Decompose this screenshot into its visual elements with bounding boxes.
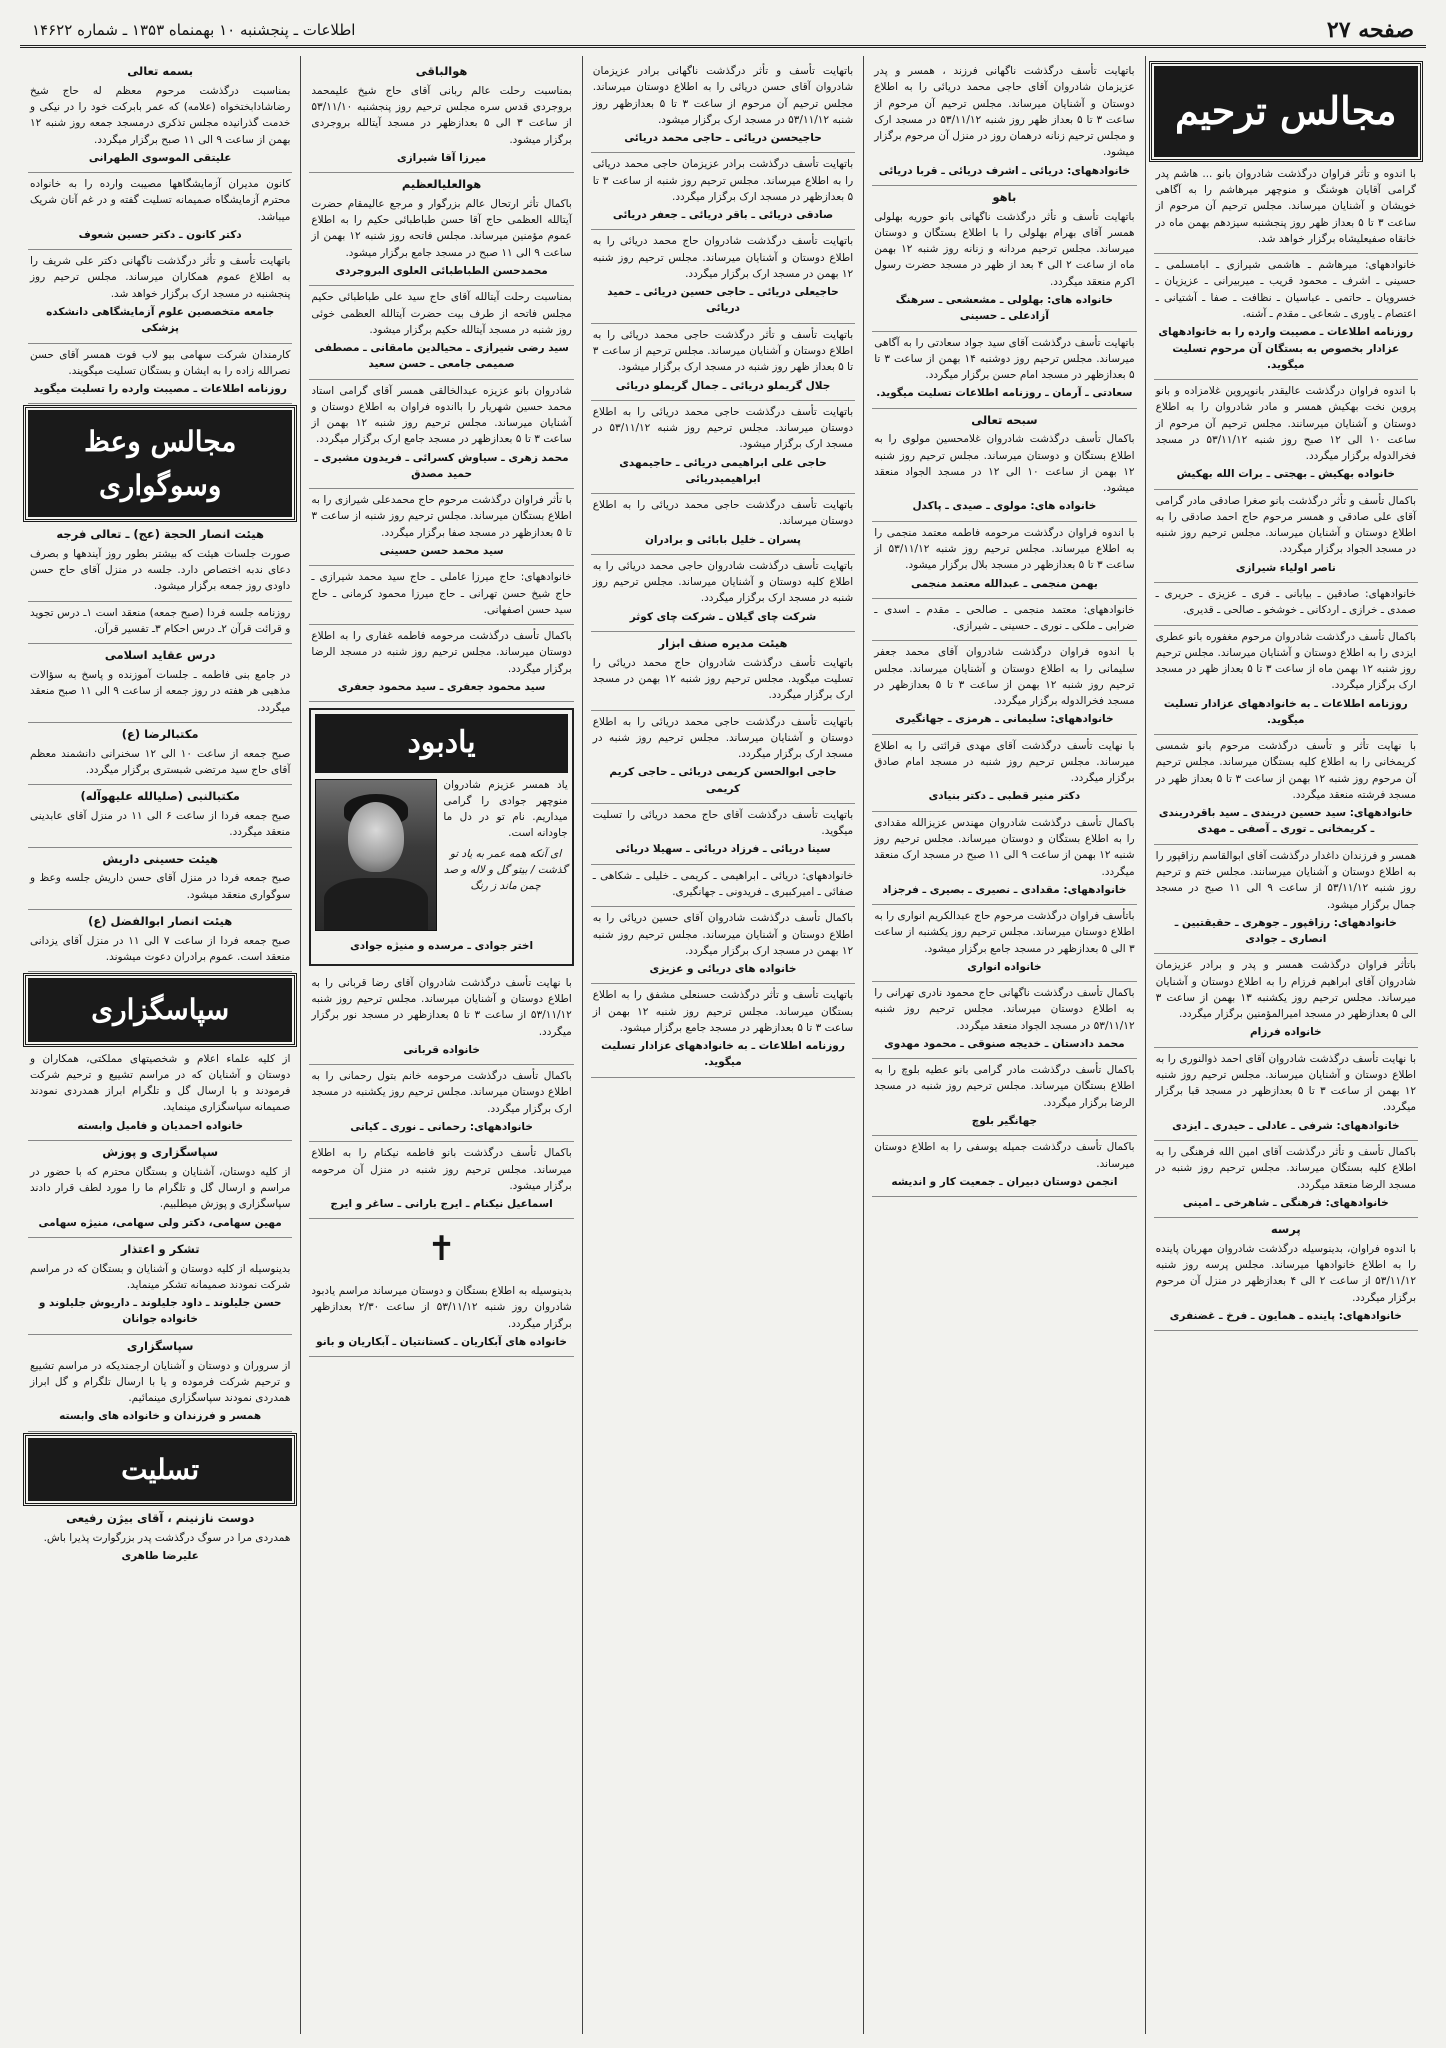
notice-text: باکمال تأسف درگذشت بانو فاطمه نیکنام را به اطلاع میرساند. مجلس ترحیم روز شنبه در منزل آن مرحومه برگزار میشود.: [311, 1147, 572, 1192]
notice: [28, 523, 292, 602]
notice-signature: حاجی علی ابراهیمی دریائی ـ حاجیمهدی ابراهیمیدریائی: [619, 456, 827, 485]
notice-signature: حاجیحسن دریائی ـ حاجی محمد دریائی: [624, 132, 822, 145]
notice-signature: خانوادههای: رحمانی ـ نوری ـ کیانی: [350, 1121, 533, 1134]
notice-text: باتهایت تأسف درگذشت آقای حاج محمد دریائی را تسلیت میگوید.: [592, 808, 854, 838]
tasliyat-signature: علیرضا طاهری: [121, 1550, 199, 1563]
notice: [28, 848, 292, 910]
notice-text: با نهایت تأثر و تأسف درگذشت مرحوم بانو شمسی کریمخانی را به اطلاع کلیه بستگان میرساند. مجلس ترحیم آن مرحوم روز شنبه ۱۲ بهمن از ساعت ۳ تا ۵ بعداز ظهر در مسجد فرشته منعقد میگردد.: [1155, 740, 1416, 801]
notice-signature: صادقی دریائی ـ باقر دریائی ـ جعفر دریائی: [612, 209, 834, 222]
column-5: [20, 56, 300, 2034]
notice: [872, 982, 1136, 1059]
notice: [591, 401, 855, 494]
notice-title: پرسه: [1270, 1222, 1301, 1237]
notice-text: باتهایت تأسف و تأثر درگذشت حاجی محمد دریائی را به اطلاع دوستان و آشنایان میرساند. مجلس ترحیم از ساعت ۳ تا ۵ بعداز ظهر روز شنبه در مسجد ارک برگزار میشود.: [592, 328, 854, 374]
notice: [872, 735, 1136, 812]
notice-signature: اسماعیل نیکنام ـ ایرج بارانی ـ ساغر و ایرج: [330, 1198, 553, 1211]
notice: [28, 785, 292, 847]
notice: [1154, 490, 1418, 583]
notice-signature: محمدحسن الطباطبائی العلوی البروجردی: [335, 265, 548, 278]
notice-text: باتأثر فراوان درگذشت همسر و پدر و برادر عزیزمان شادروان آقای ابراهیم فرزام را به اطلاع دوستان و آشنایان میرساند. مجلس ترحیم روز یکشنبه ۱۳ بهمن از ساعت ۳ الی ۵ بعدازظهر در مسجد امیرالمؤمنین برگزار میگردد.: [1155, 959, 1416, 1021]
yadbud-box: [309, 708, 573, 966]
yadbud-poem: ای آنکه همه عمر به یاد تو گذشت / بیتو گل و لاله و صد چمن ماند ز رنگ: [443, 847, 568, 893]
notice-text: باتهایت تأسف و تأثر درگذشت ناگهانی دکتر علی شریف را به اطلاع عموم همکاران میرساند. مجلس ترحیم روز پنجشنبه در مسجد ارک برگزار خواهد شد.: [29, 255, 291, 300]
notice-signature: انجمن دوستان دبیران ـ جمعیت کار و اندیشه: [891, 1175, 1118, 1188]
portrait-face: [348, 802, 404, 872]
notice-text: باتهایت تأسف درگذشت حاجی محمد دریائی را به اطلاع دوستان میرساند. مجلس ترحیم روز شنبه ۵۳/۱۱/۱۲ در مسجد ارک برگزار میشود.: [592, 405, 854, 451]
notice-signature: محمد دادستان ـ خدیجه صنوقی ـ محمود مهدوی: [884, 1037, 1125, 1050]
bottom-notice-text: بدینوسیله به اطلاع بستگان و دوستان میرساند مراسم یادبود شادروان روز شنبه ۵۳/۱۱/۱۲ از ساعت ۲/۳۰ بعدازظهر برگزار میگردد.: [311, 1285, 572, 1330]
notice-signature: حاجی ابوالحسن کریمی دریائی ـ حاجی کریم کریمی: [609, 766, 837, 795]
page-number: صفحه ۲۷: [1326, 16, 1414, 43]
notice: [591, 865, 855, 908]
col1-notices: [1154, 163, 1418, 1331]
notice-text: باکمال تأسف درگذشت شادروان مرحوم مغفوره بانو عطری ایزدی را به اطلاع دوستان و آشنایان میرساند. مجلس ترحیم روز شنبه ۱۲ بهمن ماه از ساعت ۳ تا ۵ بعداز ظهر در مسجد ارک برگزار میگردد.: [1155, 630, 1416, 692]
notice: [872, 186, 1136, 332]
col5-sepas-notices: [28, 1048, 292, 1432]
notice: [309, 60, 573, 173]
notice-signature: خانواده انواری: [967, 960, 1042, 973]
notice: [591, 984, 855, 1077]
column-1: [1145, 56, 1426, 2034]
notice-signature: بهمن منجمی ـ عبدالله معتمد منجمی: [910, 577, 1098, 590]
notice-signature: خانوادههای: سلیمانی ـ هرمزی ـ جهانگیری: [895, 713, 1114, 726]
cross-icon: ✝: [427, 1229, 456, 1270]
notice-text: باکمال تأسف درگذشت شادروان آقای حسین دریائی را به اطلاع دوستان و آشنایان میرساند. مجلس ترحیم روز شنبه ۱۲ بهمن در مسجد ارک برگزار میگردد.: [592, 912, 854, 957]
notice-signature: خانواده احمدیان و فامیل وابسته: [77, 1119, 244, 1132]
notice: [1154, 1218, 1418, 1331]
notice-signature: خانوادههای: رزاقپور ـ جوهری ـ حقیقتبین ـ انصاری ـ جوادی: [1174, 916, 1397, 946]
notice-text: با اندوه فراوان، بدینوسیله درگذشت شادروان مهربان پاینده را به اطلاع خانوادهها میرساند. مجلس پرسه روز شنبه ۵۳/۱۱/۱۲ از ساعت ۲ الی ۴ بعدازظهر در منزل آن مرحوم برگزار میگردد.: [1155, 1242, 1416, 1304]
col4-more-notices: [309, 972, 573, 1219]
notice-text: باکمال تأسف درگذشت شادروان غلامحسین مولوی را به اطلاع بستگان و دوستان میرساند. مجلس ترحیم روز شنبه ۱۲ بهمن از ساعت ۱۰ الی ۱۲ در مسجد الجواد منعقد میشود.: [874, 433, 1135, 495]
notice-text: خانوادههای: دریائی ـ ابراهیمی ـ کریمی ـ خلیلی ـ شکاهی ـ صفائی ـ امیرکبیری ـ فریدونی ـ جهانگیری.: [592, 869, 854, 898]
notice-title: هیئت انصار الحجة (عج) ـ تعالی فرجه: [56, 527, 264, 542]
notice-text: باتهایت تأسف درگذشت شادروان حاجی محمد دریائی را به اطلاع کلیه دوستان و آشنایان میرساند. مجلس ترحیم روز شنبه در مسجد ارک برگزار میگردد.: [592, 559, 854, 605]
notice-text: باکمال تأسف و تأثر درگذشت آقای امین الله فرهنگی را به اطلاع کلیه بستگان میرساند. مجلس ترحیم روز شنبه در مسجد الرضا منعقد میگردد.: [1155, 1145, 1416, 1191]
tasliyat-title: دوست نازنینم ، آقای بیژن رفیعی: [66, 1510, 255, 1525]
notice-title: هوالعلیالعظیم: [401, 177, 482, 192]
notice-text: باکمال تأسف درگذشت مرحومه فاطمه غفاری را به اطلاع دوستان میرساند. مجلس ترحیم روز شنبه در مسجد الرضا برگزار میگردد.: [311, 630, 572, 675]
notice: [28, 1141, 292, 1238]
notice: [1154, 626, 1418, 736]
notice-text: باکمال تأسف درگذشت مرحومه خانم بتول رحمانی را به اطلاع دوستان میرساند. مجلس ترحیم روز یکشنبه در مسجد ارک برگزار میگردد.: [311, 1070, 572, 1115]
columns: [20, 56, 1426, 2034]
notice: [309, 625, 573, 702]
col5-notices: [28, 60, 292, 404]
notice: [872, 522, 1136, 599]
notice: [309, 1065, 573, 1142]
notice-text: با نهایت تأسف درگذشت شادروان آقای رضا قربانی را به اطلاع دوستان و آشنایان میرساند. مجلس ترحیم روز شنبه ۵۳/۱۱/۱۲ از ساعت ۳ تا ۵ بعدازظهر در مسجد نور برگزار میگردد.: [311, 976, 572, 1038]
notice-title: سپاسگزاری و پوزش: [102, 1144, 219, 1159]
notice-text: از سروران و دوستان و آشنایان ارجمندیکه در مراسم تشییع و ترحیم شرکت فرموده و یا با ارسال تلگرام و گل ابراز همدردی نمودند سپاسگزاری مینمائیم.: [29, 1359, 291, 1405]
notice-text: شادروان بانو عزیزه عبدالخالقی همسر آقای گرامی استاد محمد حسین شهریار را بااندوه فراوان به اطلاع دوستان و آشنایان میرساند. مجلس ترحیم روز شنبه ۱۲ بهمن از ساعت ۳ تا ۵ بعدازظهر در مسجد جامع ارک برگزار میگردد.: [311, 384, 572, 446]
notice: [591, 555, 855, 632]
notice-text: در جامع بنی فاطمه ـ جلسات آموزنده و پاسخ به سؤالات مذهبی هر هفته در روز جمعه از ساعت ۹ الی ۱۱ صبح منعقد میگردد.: [29, 669, 291, 714]
portrait-body: [324, 878, 428, 930]
notice-text: باتهایت تأسف درگذشت شادروان حاج محمد دریائی را به اطلاع دوستان و آشنایان میرساند. مجلس ترحیم روز شنبه ۱۲ بهمن در مسجد ارک برگزار میگردد.: [592, 235, 854, 280]
notice: [872, 332, 1136, 409]
notice-text: با نهایت تأسف درگذشت شادروان آقای احمد ذوالنوری را به اطلاع دوستان و آشنایان میرساند. مجلس ترحیم روز شنبه ۱۲ بهمن از ساعت ۳ تا ۵ بعدازظهر در مسجد قبا برگزار میگردد.: [1155, 1052, 1416, 1114]
notice: [591, 494, 855, 555]
notice: [591, 907, 855, 984]
column-3: [582, 56, 863, 2034]
yadbud-title: یادبود: [315, 714, 567, 773]
notice-text: همسر و فرزندان داغدار درگذشت آقای ابوالقاسم رزاقپور را به اطلاع دوستان و آشنایان میرسانند. مجلس ختم و ترحیم روز شنبه ۵۳/۱۱/۱۲ از ساعت ۹ الی ۱۱ صبح در مسجد جمال برگزار میشود.: [1155, 849, 1416, 911]
banner-sepasgozari: سپاسگزاری: [28, 978, 292, 1041]
page-header: [20, 14, 1426, 48]
notice-text: باکمال تأسف درگذشت شادروان مهندس عزیزالله مقدادی را به اطلاع بستگان و دوستان میرساند. مجلس ترحیم روز شنبه ۱۲ بهمن از ساعت ۹ الی ۱۱ صبح در مسجد ارک منعقد میگردد.: [874, 816, 1135, 878]
notice: [28, 644, 292, 723]
notice-signature: خانوادههای: فرهنگی ـ شاهرخی ـ امینی: [1182, 1196, 1389, 1209]
notice-signature: دکتر کانون ـ دکتر حسین شعوف: [78, 228, 242, 241]
notice: [28, 1238, 292, 1335]
notice-text: با نهایت تأسف درگذشت آقای مهدی قرائتی را به اطلاع میرساند. مجلس ترحیم روز شنبه در مسجد امام صادق برگزار میگردد.: [874, 739, 1135, 785]
notice: [1154, 735, 1418, 845]
banner-majales-tarhim: مجالس ترحیم: [1154, 66, 1418, 157]
notice: [591, 324, 855, 401]
notice: [309, 173, 573, 286]
notice-text: صبح جمعه فردا از ساعت ۶ الی ۱۱ در منزل آقای عابدینی منعقد میگردد.: [29, 810, 291, 839]
notice: [1154, 583, 1418, 626]
notice: [591, 230, 855, 323]
notice: [872, 409, 1136, 522]
notice-signature: روزنامه اطلاعات ـ به خانوادههای عزادار تسلیت میگوید.: [601, 1040, 845, 1069]
notice: [309, 1142, 573, 1219]
notice-signature: روزنامه اطلاعات ـ مصیبت وارده را به خانوادههای عزادار بخصوص به بستگان آن مرحوم تسلیت میگوید.: [1158, 326, 1414, 371]
notice: [591, 60, 855, 153]
bottom-notice: [309, 1280, 573, 1357]
column-2: [863, 56, 1144, 2034]
notice-text: بمناسبت رحلت آیتالله آقای حاج سید علی طباطبائی حکیم مجلس فاتحه از طرف بیت حضرت آیتالله العظمی خوئی روز شنبه در مسجد آیتالله حکیم برگزار میشود.: [311, 291, 572, 336]
notice-signature: ناصر اولیاء شیرازی: [1235, 561, 1336, 574]
col5-vaz-notices: [28, 523, 292, 972]
notice-title: مکتبالنبی (صلیالله علیهوآله): [80, 789, 240, 804]
notice-signature: خانواده های: بهلولی ـ مشعشعی ـ سرهنگ آزادعلی ـ حسینی: [895, 294, 1113, 323]
notice-signature: حاجیعلی دریائی ـ حاجی حسین دریائی ـ حمید دریائی: [607, 286, 839, 315]
notice-text: از کلیه علماء اعلام و شخصیتهای مملکتی، همکاران و دوستان و آشنایان که در مراسم تشییع و ترحیم شرکت فرمودند و با ارسال گل و تلگرام ابراز همدردی نمودند صمیمانه سپاسگزاری مینماید.: [29, 1052, 291, 1114]
notice-text: باتهایت تأسف و تأثر درگذشت ناگهانی بانو حوریه بهلولی همسر آقای بهرام بهلولی را با اطلاع بستگان و دوستان میرساند. مجلس ترحیم مردانه و زنانه روز شنبه ۱۲ بهمن ماه از ساعت ۲ الی ۴ بعد از ظهر در مسجد حضرت رسول اکرم منعقد میگردد.: [874, 210, 1135, 288]
paper-dateline: اطلاعات ـ پنجشنبه ۱۰ بهمنماه ۱۳۵۳ ـ شماره ۱۴۶۲۲: [32, 20, 356, 39]
tasliyat-text: همدردی مرا در سوگ درگذشت پدر بزرگوارت پذیرا باش.: [43, 1531, 291, 1544]
notice: [28, 723, 292, 785]
notice: [28, 910, 292, 972]
notice-title: باهو: [992, 189, 1017, 204]
notice: [1154, 1048, 1418, 1141]
notice-signature: جلال گریملو دریائی ـ جمال گریملو دریائی: [615, 379, 831, 392]
notice-signature: جامعه متخصصین علوم آزمایشگاهی دانشکده پزشکی: [46, 306, 275, 335]
notice-title: هیئت حسینی داریش: [102, 851, 218, 866]
notice: [872, 599, 1136, 642]
notice-text: خانوادههای: حاج میرزا عاملی ـ حاج سید محمد شیرازی ـ حاج شیخ حسن تهرانی ـ حاج میرزا محمود کرمانی ـ حاج سید حسن اصفهانی.: [311, 571, 572, 616]
notice-signature: خانواده فرزام: [1249, 1026, 1322, 1039]
notice-signature: میرزا آقا شیرازی: [397, 151, 487, 164]
notice-signature: خانواده قربانی: [403, 1043, 480, 1056]
notice-text: باکمال تأسف و تأثر درگذشت بانو صغرا صادقی مادر گرامی آقای علی صادقی و همسر مرحوم حاج احمد صادقی را به اطلاع دوستان و آشنایان میرساند. مجلس ترحیم روز شنبه در مسجد الجواد برگزار میگردد.: [1155, 494, 1416, 556]
yadbud-text: یاد همسر عزیزم شادروان منوچهر جوادی را گرامی میداریم. نام تو در دل ما جاودانه است.: [443, 778, 568, 840]
column-4: [300, 56, 581, 2034]
notice-title: مکتبالرضا (ع): [121, 726, 199, 741]
notice-signature: علیتقی الموسوی الطهرانی: [88, 151, 232, 164]
notice-signature: خانوادههای: شرفی ـ عادلی ـ حیدری ـ ایزدی: [1172, 1119, 1400, 1132]
notice-text: بمناسبت رحلت عالم ربانی آقای حاج شیخ علیمحمد بروجردی قدس سره مجلس ترحیم روز پنجشنبه ۵۳/۱۱/۱۰ از ساعت ۳ الی ۵ بعدازظهر در مسجد آیتالله بروجردی برگزار میشود.: [311, 84, 572, 146]
notice-text: روزنامه جلسه فردا (صبح جمعه) منعقد است ۱ـ درس تجوید و قرائت قرآن ۲ـ درس احکام ۳ـ تفسیر قرآن.: [29, 606, 291, 635]
notice: [591, 711, 855, 804]
notice-signature: پسران ـ خلیل بابائی و برادران: [644, 533, 801, 546]
notice-signature: سید رضی شیرازی ـ محیالدین مامقانی ـ مصطفی صمیمی جامعی ـ حسن سعید: [314, 342, 569, 371]
notice: [28, 602, 292, 645]
notice: [28, 250, 292, 343]
notice-text: باتهایت تأسف درگذشت ناگهانی فرزند ، همسر و پدر عزیزمان شادروان آقای حاجی محمد دریائی را به اطلاع دوستان و آشنایان میرساند. مجلس ترحیم آن مرحوم از ساعت ۳ تا ۵ بعداز ظهر روز شنبه ۵۳/۱۱/۱۲ در مسجد ارک و مجلس ترحیم زنانه درهمان روز در منزل آن مرحوم برگزار میشود.: [874, 65, 1135, 159]
notice-text: با اندوه فراوان درگذشت شادروان آقای محمد جعفر سلیمانی را به اطلاع دوستان و آشنایان میرساند. مجلس ترحیم روز شنبه ۱۲ بهمن از ساعت ۳ تا ۵ بعدازظهر در مسجد فخرالدوله برگزار میگردد.: [874, 646, 1135, 708]
notice-title: هیئت مدیره صنف ابزار: [658, 635, 788, 650]
notice-title: سپاسگزاری: [126, 1338, 194, 1353]
notice: [1154, 163, 1418, 254]
notice-text: باکمال تأسف درگذشت ناگهانی حاج محمود نادری تهرانی را به اطلاع دوستان میرساند. مجلس ترحیم روز شنبه ۵۳/۱۱/۱۲ در مسجد الجواد منعقد میگردد.: [874, 987, 1135, 1032]
notice-text: با اندوه و تأثر فراوان درگذشت شادروان بانو ... هاشم پدر گرامی آقایان هوشنگ و منوچهر میرهاشم را به آگاهی خویشان و آشنایان میرساند. مجلس ترحیم آن مرحوم از ساعت ۳ تا ۵ بعداز ظهر روز پنجشنبه سیزدهم بهمن ماه در خانقاه صفیعلیشاه برگزار خواهد شد.: [1155, 167, 1416, 245]
notice: [28, 1048, 292, 1141]
notice-text: باتأسف فراوان درگذشت مرحوم حاج عبدالکریم انواری را به اطلاع دوستان میرساند. مجلس ترحیم روز یکشنبه از ساعت ۳ الی ۵ بعدازظهر در مسجد جامع برگزار میشود.: [874, 910, 1135, 955]
notice: [591, 804, 855, 865]
notice-signature: محمد زهری ـ سیاوش کسرائی ـ فریدون مشیری ـ حمید مصدق: [314, 451, 569, 480]
notice-signature: خانواده بهکیش ـ بهجتی ـ برات الله بهکیش: [1176, 468, 1395, 481]
notice-text: باتهایت تأسف درگذشت حاجی محمد دریائی را به اطلاع دوستان میرساند.: [592, 499, 854, 528]
notice-signature: خانوادههای: پاینده ـ همایون ـ فرخ ـ غضنفری: [1169, 1309, 1402, 1322]
notice-text: باکمال تأثر ارتحال عالم بزرگوار و مرجع عالیمقام حضرت آیتالله العظمی حاج آقا حسن طباطبائی حکیم را به اطلاع عموم مؤمنین میرساند. مجلس فاتحه روز شنبه ۱۲ بهمن از ساعت ۹ الی ۱۱ صبح در مسجد جامع برگزار میشود.: [311, 197, 572, 259]
col4-notices: [309, 60, 573, 702]
col3-notices: [591, 60, 855, 1078]
notice: [1154, 1141, 1418, 1218]
notice-title: سبحه تعالی: [971, 412, 1038, 427]
col2-notices: [872, 60, 1136, 1197]
notice-signature: روزنامه اطلاعات ـ به خانوادههای عزادار تسلیت میگوید.: [1163, 697, 1408, 726]
notice: [1154, 254, 1418, 380]
tasliyat-notice: [28, 1507, 292, 1570]
notice: [872, 812, 1136, 905]
notice: [1154, 845, 1418, 955]
notice-title: بسمه تعالی: [127, 64, 194, 78]
notice-text: باتهایت تأسف درگذشت برادر عزیزمان حاجی محمد دریائی را به اطلاع میرساند. مجلس ترحیم روز شنبه از ساعت ۳ تا ۵ بعدازظهر در مسجد ارک برگزار میگردد.: [592, 158, 854, 203]
notice-signature: مهین سهامی، دکتر ولی سهامی، منیژه سهامی: [38, 1216, 282, 1229]
notice-text: بدینوسیله از کلیه دوستان و آشنایان و بستگان که در مراسم شرکت نمودند صمیمانه تشکر مینماید.: [29, 1262, 291, 1291]
notice-text: از کلیه دوستان، آشنایان و بستگان محترم که با حضور در مراسم و ارسال گل و تلگرام ما را مورد لطف قرار دادند سپاسگزاری و پوزش میطلبیم.: [29, 1165, 291, 1211]
notice-text: صبح جمعه فردا در منزل آقای حسن داریش جلسه وعظ و سوگواری منعقد میشود.: [29, 872, 291, 901]
notice-signature: سعادتی ـ آرمان ـ روزنامه اطلاعات تسلیت میگوید.: [876, 387, 1133, 400]
notice-text: باکمال تأسف درگذشت مادر گرامی بانو عطیه بلوچ را به اطلاع بستگان میرساند. مجلس ترحیم روز شنبه در مسجد الرضا برگزار میگردد.: [874, 1064, 1135, 1109]
banner-tasliyat: تسلیت: [28, 1438, 292, 1501]
notice-text: صبح جمعه از ساعت ۱۰ الی ۱۲ سخنرانی دانشمند معظم آقای حاج سید مرتضی شبستری برگزار میگردد.: [29, 747, 291, 776]
notice: [309, 286, 573, 379]
notice: [591, 632, 855, 711]
notice-signature: خانوادههای: دریائی ـ اشرف دریائی ـ قربا دریائی: [878, 164, 1131, 177]
notice-title: تشکر و اعتذار: [120, 1241, 200, 1256]
notice-text: خانوادههای: میرهاشم ـ هاشمی شیرازی ـ ابامسلمی ـ حسینی ـ اشرف ـ محمود قریب ـ میربیرانی ـ عزیزیان ـ خسرویان ـ حاتمی ـ عباسیان ـ نظافت ـ صفا ـ آشتیانی ـ اعتصام ـ یاوری ـ شعاعی ـ مقدم ـ آشنه.: [1155, 259, 1416, 321]
notice-title: درس عقاید اسلامی: [104, 648, 216, 663]
notice-text: باتهایت تأسف درگذشت شادروان حاج محمد دریائی را تسلیت میگوید. مجلس ترحیم روز شنبه ۱۲ بهمن در مسجد ارک برگزار میگردد.: [592, 656, 854, 702]
bottom-notice-signature: خانواده های آبکاریان ـ کستانتیان ـ آبکاریان و بانو: [316, 1335, 567, 1348]
notice: [872, 641, 1136, 734]
notice: [28, 60, 292, 173]
notice-text: صبح جمعه فردا از ساعت ۷ الی ۱۱ در منزل آقای یزدانی منعقد است. عموم برادران دعوت میشوند.: [29, 934, 291, 963]
notice: [872, 1136, 1136, 1197]
notice-signature: شرکت چای گیلان ـ شرکت چای کوثر: [629, 610, 817, 623]
notice-text: با تأثر فراوان درگذشت مرحوم حاج محمدعلی شیرازی را به اطلاع بستگان میرساند. مجلس ترحیم روز شنبه از ساعت ۳ تا ۵ بعدازظهر در مسجد صفا برگزار میگردد.: [311, 494, 572, 539]
notice: [28, 344, 292, 405]
notice-signature: دکتر منیر قطبی ـ دکتر بنیادی: [928, 790, 1081, 803]
notice: [309, 489, 573, 566]
notice-text: کانون مدیران آزمایشگاهها مصیبت وارده را به خانواده محترم آزمایشگاه صمیمانه تسلیت گفته و در غم آنان شریک میباشد.: [29, 178, 291, 223]
notice-text: صورت جلسات هیئت که بیشتر بطور روز آیندهها و بصرف دعای ندبه اختصاص دارد. جلسه در منزل آقای حاج حسن داودی روز جمعه برگزار میشود.: [29, 547, 291, 593]
notice-title: هوالباقی: [415, 64, 468, 78]
notice: [28, 173, 292, 250]
notice: [309, 380, 573, 490]
notice-signature: خانواده های: مولوی ـ صیدی ـ پاکدل: [912, 500, 1097, 513]
notice-text: باتهایت تأسف و تأثر درگذشت حسنعلی مشفق را به اطلاع بستگان میرساند. مجلس ترحیم روز شنبه ۱۲ بهمن از ساعت ۳ تا ۵ بعدازظهر در مسجد جامع برگزار میشود.: [592, 989, 854, 1034]
notice: [872, 905, 1136, 982]
notice-signature: روزنامه اطلاعات ـ مصیبت وارده را تسلیت میگوید: [33, 383, 287, 396]
portrait-photo: [315, 779, 437, 931]
notice-text: خانوادههای: معتمد منجمی ـ صالحی ـ مقدم ـ اسدی ـ ضرابی ـ ملکی ـ نوری ـ حسینی ـ شیرازی.: [874, 603, 1135, 633]
notice-signature: سید محمود جعفری ـ سید محمود جعفری: [337, 680, 546, 693]
notice-text: کارمندان شرکت سهامی بیو لاب فوت همسر آقای حسن نصرالله زاده را به ایشان و بستگان تسلیت میگویند.: [29, 348, 291, 377]
yadbud-signature: اختر جوادی ـ مرسده و منیژه جوادی: [350, 939, 534, 952]
notice-signature: حسن جلیلوند ـ داود جلیلوند ـ داریوش جلیلوند و خانواده جوانان: [38, 1297, 282, 1326]
notice-text: بمناسبت درگذشت مرحوم معظم له حاج شیخ رضاشادابختخواه (علامه) که عمر بابرکت خود را در نیکی و خدمت گذرانیده مجلس تذکری درمسجد جمعه روز شنبه ۱۲ بهمن از ساعت ۹ الی ۱۱ صبح برگزار میگردد.: [29, 84, 291, 146]
notice-text: باکمال تأسف درگذشت جمیله یوسفی را به اطلاع دوستان میرساند.: [874, 1141, 1135, 1170]
notice: [309, 566, 573, 625]
notice: [1154, 954, 1418, 1047]
notice: [1154, 380, 1418, 490]
notice: [872, 1059, 1136, 1136]
notice-signature: جهانگیر بلوچ: [971, 1114, 1038, 1127]
banner-vaz-sogvari: مجالس وعظ وسوگواری: [28, 410, 292, 517]
notice-signature: خانوادههای: سید حسین دریندی ـ سید باقردریندی ـ کریمخانی ـ توری ـ آصفی ـ مهدی: [1158, 807, 1413, 836]
notice-title: هیئت انصار ابوالفضل (ع): [88, 913, 233, 928]
notice: [309, 972, 573, 1065]
notice-text: با اندوه فراوان درگذشت مرحومه فاطمه معتمد منجمی را به اطلاع میرساند. مجلس ترحیم روز شنبه ۵۳/۱۱/۱۲ از ساعت ۳ تا ۵ بعدازظهر در مسجد بلال برگزار میشود.: [874, 526, 1135, 572]
notice-signature: همسر و فرزندان و خانواده های وابسته: [59, 1410, 262, 1423]
notice-text: خانوادههای: صادقین ـ بیابانی ـ فری ـ عزیزی ـ حریری ـ صمدی ـ خرازی ـ اردکانی ـ خوشخو ـ صالحی ـ قدیری.: [1155, 588, 1416, 617]
notice-signature: سید محمد حسن حسینی: [379, 545, 504, 557]
notice-signature: خانوادههای: مقدادی ـ نصیری ـ بصیری ـ فرجزاد: [882, 883, 1127, 896]
notice-signature: سینا دریائی ـ فرزاد دریائی ـ سهیلا دریائی: [615, 843, 831, 856]
notice: [28, 1335, 292, 1432]
notice-text: با اندوه فراوان درگذشت عالیقدر بانوپروین غلامزاده و بانو پروین نخت بهکیش همسر و مادر شادروان را به اطلاع دوستان و آشنایان میرسانند. مجلس ترحیم آن مرحوم از ساعت ۱۰ الی ۱۲ صبح روز شنبه ۵۳/۱۱/۱۲ در مسجد فخرالدوله برگزار میگردد.: [1155, 385, 1416, 463]
notice-signature: خانواده های دریائی و عزیزی: [649, 963, 797, 976]
notice-text: باتهایت تأسف درگذشت حاجی محمد دریائی را به اطلاع دوستان و آشنایان میرساند. مجلس ترحیم روز شنبه در مسجد ارک برگزار میگردد.: [592, 715, 854, 761]
notice: [872, 60, 1136, 186]
notice-text: باتهایت تأسف و تأثر درگذشت ناگهانی برادر عزیزمان شادروان آقای حسن دریائی را به اطلاع دوستان میرساند. مجلس ترحیم آن مرحوم از ساعت ۳ تا ۵ بعدازظهر روز شنبه ۵۳/۱۱/۱۲ در مسجد ارک برگزار میشود.: [592, 65, 854, 126]
notice: [591, 153, 855, 230]
notice-text: باتهایت تأسف درگذشت آقای سید جواد سعادتی را به آگاهی میرساند. مجلس ترحیم روز دوشنبه ۱۴ بهمن از ساعت ۳ تا ۵ بعدازظهر در مسجد امام حسن برگزار میگردد.: [874, 336, 1135, 382]
